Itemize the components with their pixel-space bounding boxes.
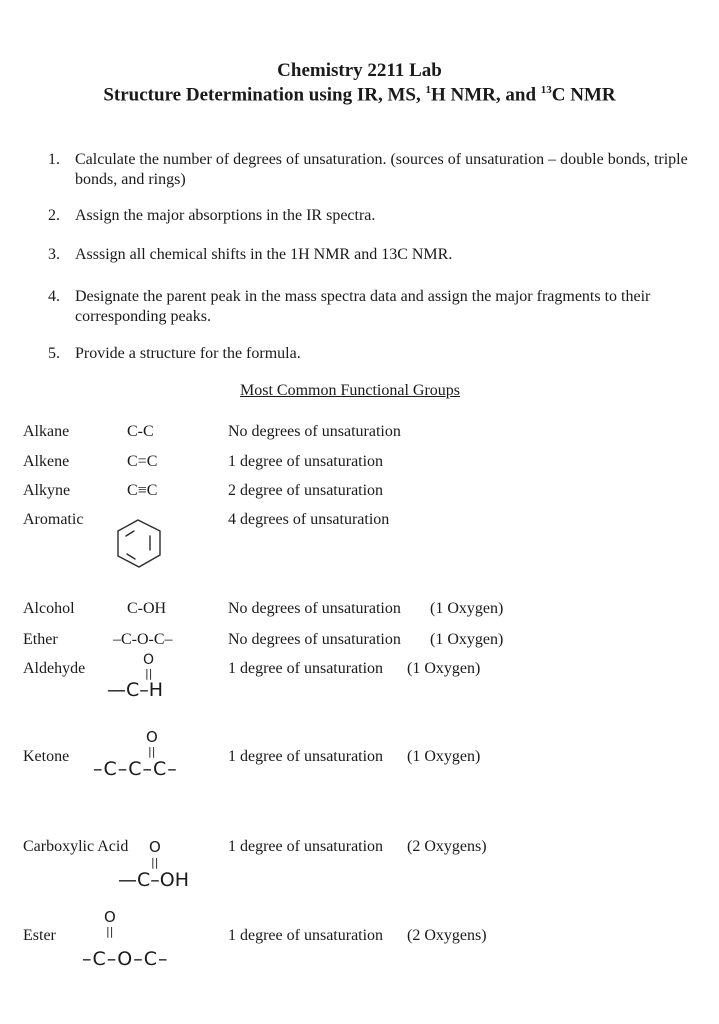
aldehyde-oxygen: O: [143, 652, 155, 668]
group-description: No degrees of unsaturation: [228, 600, 401, 617]
aldehyde-double-bond: ||: [145, 667, 153, 680]
instruction-item: [48, 344, 688, 364]
group-name: Ketone: [23, 748, 70, 765]
instruction-item: [48, 287, 688, 327]
instruction-text: Calculate the number of degrees of unsaturation. (sources of unsaturation – double bonds, triple bonds, and rings): [75, 151, 688, 188]
group-name: Alkane: [23, 423, 70, 440]
subtitle-end: C NMR: [551, 84, 616, 106]
subtitle-prefix: Structure Determination using IR, MS,: [103, 84, 426, 106]
group-oxygens: (2 Oxygens): [407, 838, 487, 855]
carboxylic-structure: —C–OH: [118, 869, 190, 891]
group-name: Alkyne: [23, 482, 71, 499]
group-formula: C≡C: [127, 482, 158, 499]
group-description: 1 degree of unsaturation: [228, 838, 384, 855]
group-name: Aldehyde: [23, 660, 86, 677]
group-oxygens: (2 Oxygens): [407, 927, 487, 944]
instruction-number: 1.: [48, 151, 60, 168]
ketone-oxygen: O: [146, 728, 158, 746]
group-name: Ether: [23, 631, 58, 648]
instruction-number: 2.: [48, 207, 60, 224]
group-description: 1 degree of unsaturation: [228, 453, 384, 470]
group-oxygens: (1 Oxygen): [407, 748, 481, 765]
group-formula: C-C: [127, 423, 154, 440]
group-oxygens: (1 Oxygen): [407, 660, 481, 677]
subtitle-mid: H NMR, and: [430, 84, 541, 106]
group-formula: C-OH: [127, 600, 167, 617]
instruction-number: 5.: [48, 345, 60, 362]
instruction-number: 4.: [48, 288, 60, 305]
page-subtitle: [0, 84, 719, 106]
instruction-text: Assign the major absorptions in the IR spectra.: [75, 207, 376, 224]
table-heading: Most Common Functional Groups: [240, 382, 461, 399]
ester-oxygen: O: [104, 908, 116, 926]
instruction-number: 3.: [48, 246, 60, 263]
group-description: 1 degree of unsaturation: [228, 927, 384, 944]
group-name: Alcohol: [23, 600, 75, 617]
superscript-13: 13: [540, 84, 552, 96]
carboxylic-double-bond: ||: [151, 856, 159, 869]
group-oxygens: (1 Oxygen): [430, 600, 504, 617]
group-description: 2 degree of unsaturation: [228, 482, 384, 499]
ester-double-bond: ||: [106, 925, 114, 938]
superscript-1: 1: [425, 84, 431, 96]
ketone-structure: –C–C–C–: [93, 758, 178, 780]
group-description: 4 degrees of unsaturation: [228, 511, 390, 528]
group-name: Carboxylic Acid: [23, 838, 129, 855]
benzene-ring-icon: [114, 518, 164, 570]
group-formula: –C-O-C–: [113, 631, 173, 648]
instruction-text: Designate the parent peak in the mass spectra data and assign the major fragments to their corresponding peaks.: [75, 288, 651, 325]
ester-structure: –C–O–C–: [82, 948, 169, 970]
instruction-text: Provide a structure for the formula.: [75, 345, 301, 362]
aldehyde-structure: —C–H: [107, 679, 164, 701]
group-name: Ester: [23, 927, 56, 944]
group-formula: C=C: [127, 453, 158, 470]
carboxylic-oxygen: O: [149, 838, 161, 856]
group-oxygens: (1 Oxygen): [430, 631, 504, 648]
instruction-item: [48, 150, 688, 190]
page-title: Chemistry 2211 Lab: [277, 60, 442, 81]
ketone-double-bond: ||: [148, 745, 156, 758]
group-description: 1 degree of unsaturation: [228, 660, 384, 677]
instruction-text: Asssign all chemical shifts in the 1H NMR and 13C NMR.: [75, 246, 453, 263]
instruction-item: [48, 206, 688, 226]
instruction-item: [48, 245, 688, 265]
group-description: No degrees of unsaturation: [228, 423, 401, 440]
group-name: Aromatic: [23, 511, 84, 528]
group-description: 1 degree of unsaturation: [228, 748, 384, 765]
group-name: Alkene: [23, 453, 70, 470]
group-description: No degrees of unsaturation: [228, 631, 401, 648]
